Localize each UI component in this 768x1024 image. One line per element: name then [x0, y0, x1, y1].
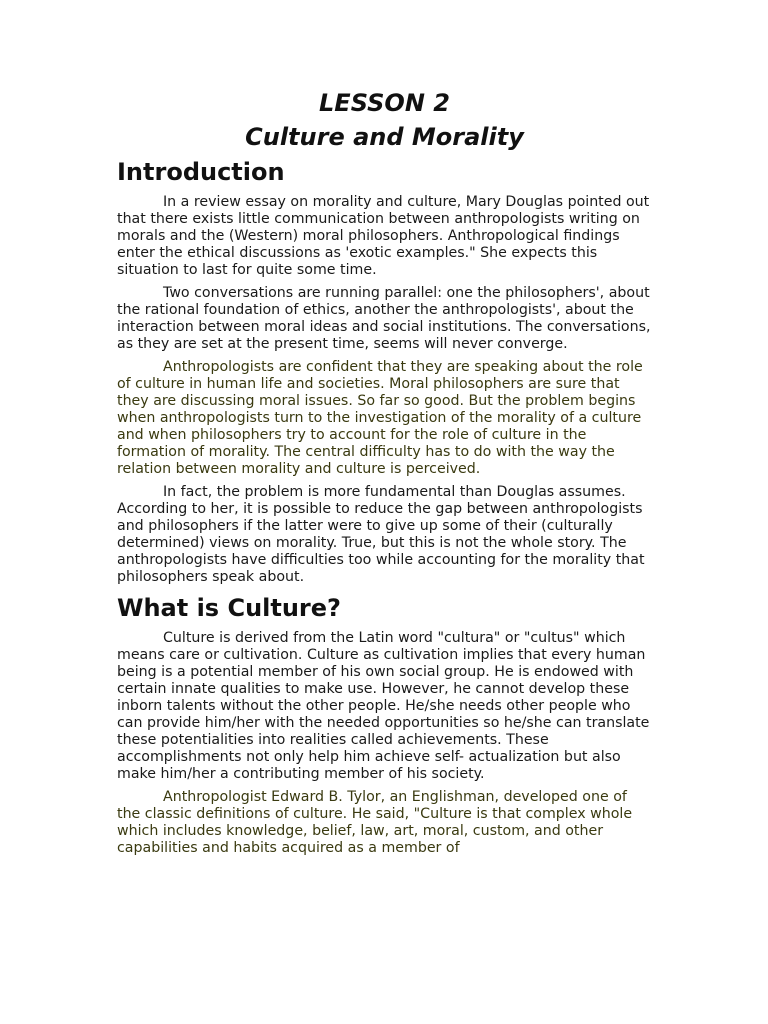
- culture-paragraph-2: Anthropologist Edward B. Tylor, an Englishman, developed one of the classic definitions of culture. He said, "Culture is that complex whole which includes knowledge, belief, law, art, moral, custom, and other capabilities and habits acquired as a member of: [117, 789, 633, 856]
- culture-paragraph-1: Culture is derived from the Latin word "cultura" or "cultus" which means care or cultivation. Culture as cultivation implies that every human being is a potential member of his own social group. He is endowed with certain innate qualities to make use. However, he cannot develop these inborn talents without the other people. He/she needs other people who can provide him/her with the needed opportunities so he/she can translate these potentialities into realities called achievements. These accomplishments not only help him achieve self- actualization but also make him/her a contributing member of his society.: [117, 630, 650, 782]
- section-heading-introduction: Introduction: [117, 158, 285, 186]
- intro-paragraph-4: In fact, the problem is more fundamental than Douglas assumes. According to her, it is possible to reduce the gap between anthropologists and philosophers if the latter were to give up some of their (culturally determined) views on morality. True, but this is not the whole story. The anthropologists have difficulties too while accounting for the morality that philosophers speak about.: [117, 484, 645, 585]
- lesson-title: Culture and Morality: [245, 123, 524, 151]
- intro-paragraph-2: Two conversations are running parallel: one the philosophers', about the rational foundation of ethics, another the anthropologists', about the interaction between moral ideas and social institutions. The conversations, as they are set at the present time, seems will never converge.: [117, 285, 651, 352]
- lesson-number: LESSON 2: [319, 89, 450, 117]
- intro-paragraph-1: In a review essay on morality and culture, Mary Douglas pointed out that there exists little communication between anthropologists writing on morals and the (Western) moral philosophers. Anthropological findings enter the ethical discussions as 'exotic examples." She expects this situation to last for quite some time.: [117, 194, 650, 278]
- document-page: [117, 86, 652, 863]
- intro-paragraph-3: Anthropologists are confident that they are speaking about the role of culture in human life and societies. Moral philosophers are sure that they are discussing moral issues. So far so good. But the problem begins when anthropologists turn to the investigation of the morality of a culture and when philosophers try to account for the role of culture in the formation of morality. The central difficulty has to do with the way the relation between morality and culture is perceived.: [117, 359, 643, 477]
- section-heading-what-is-culture: What is Culture?: [117, 594, 341, 622]
